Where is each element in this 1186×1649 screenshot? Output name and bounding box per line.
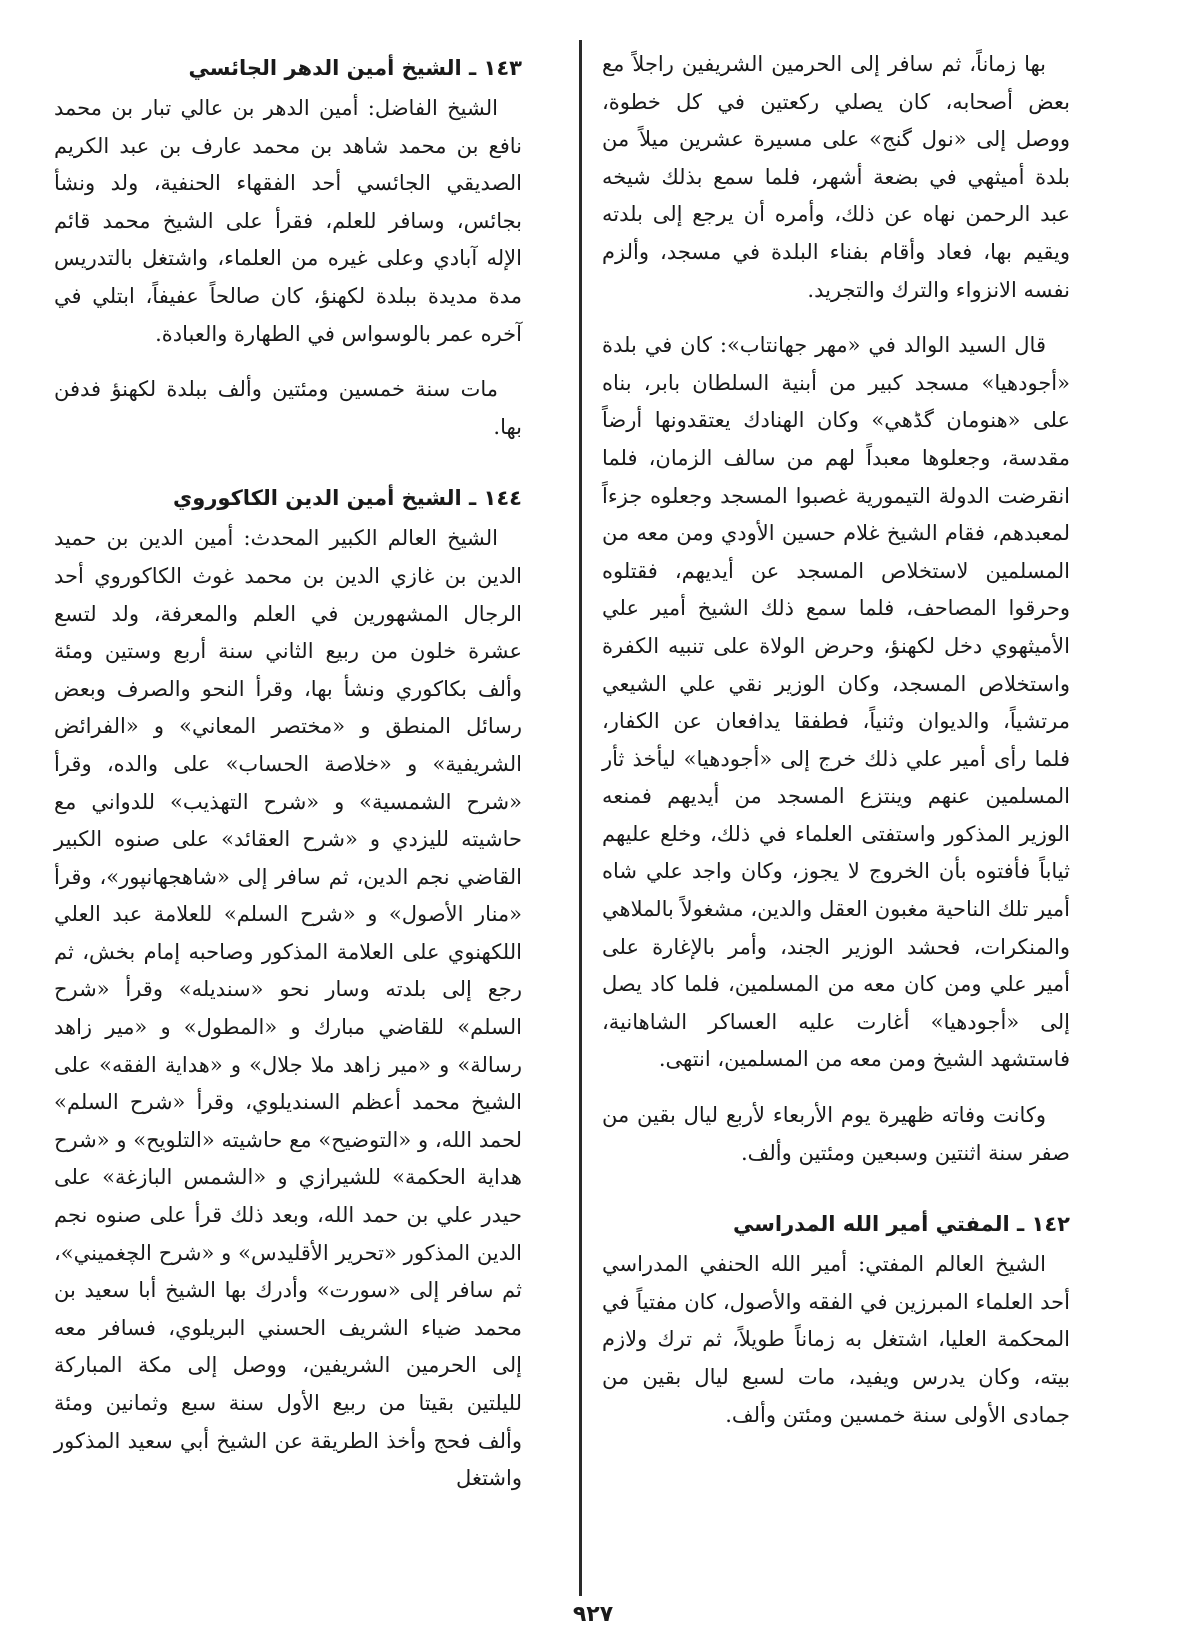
paragraph-amin-al-dahr: الشيخ الفاضل: أمين الدهر بن عالي تبار بن محمد نافع بن محمد شاهد بن محمد عارف بن عبد الكريم الصديقي الجائسي أحد الفقهاء الحنفية، ولد ونشأ بجائس، وسافر للعلم، فقرأ على الشيخ محمد قائم الإله آبادي وعلى غيره من العلماء، واشتغل بالتدريس مدة مديدة ببلدة لكهنؤ، كان صالحاً عفيفاً، ابتلي في آخره عمر بالوسواس في الطهارة والعبادة. (54, 96, 522, 346)
right-column (602, 46, 1070, 1434)
paragraph-amin-al-din: الشيخ العالم الكبير المحدث: أمين الدين بن حميد الدين بن غازي الدين بن محمد غوث الكاكوروي أحد الرجال المشهورين في العلم والمعرفة، ولد لتسع عشرة خلون من ربيع الثاني سنة أربع وستين ومئة وألف بكاكوري ونشأ بها، وقرأ النحو والصرف وبعض رسائل المنطق و «مختصر المعاني» و «الفرائض الشريفية» و «خلاصة الحساب» على والده، وقرأ «شرح الشمسية» و «شرح التهذيب» للدواني مع حاشيته لليزدي و «شرح العقائد» على صنوه الكبير القاضي نجم الدين، ثم سافر إلى «شاهجهانپور»، وقرأ «منار الأصول» و «شرح السلم» للعلامة عبد العلي اللكهنوي على العلامة المذكور وصاحبه إمام بخش، ثم رجع إلى بلدته وسار نحو «سنديله» وقرأ «شرح السلم» للقاضي مبارك و «المطول» و «مير زاهد رسالة» و «مير زاهد ملا جلال» و «هداية الفقه» على الشيخ محمد أعظم السنديلوي، وقرأ «شرح السلم» لحمد الله، و «التوضيح» مع حاشيته «التلويح» و «شرح هداية الحكمة» للشيرازي و «الشمس البازغة» على حيدر علي بن حمد الله، وبعد ذلك قرأ على صنوه نجم الدين المذكور «تحرير الأقليدس» و «شرح الچغميني»، ثم سافر إلى «سورت» وأدرك بها الشيخ أبا سعيد بن محمد ضياء الشريف الحسني البريلوي، فسافر معه إلى الحرمين الشريفين، ووصل إلى مكة المباركة لليلتين بقيتا من ربيع الأول سنة سبع وثمانين ومئة وألف فحج وأخذ الطريقة عن الشيخ أبي سعيد المذكور واشتغل (54, 526, 522, 1491)
left-column (54, 46, 522, 1498)
page-number: ٩٢٧ (572, 1602, 614, 1627)
paragraph-death-date: وكانت وفاته ظهيرة يوم الأربعاء لأربع ليال بقين من صفر سنة اثنتين وسبعين ومئتين وألف. (602, 1103, 1070, 1165)
entry-heading-144: ١٤٤ ـ الشيخ أمين الدين الكاكوروي (173, 486, 522, 511)
paragraph-amir-allah: الشيخ العالم المفتي: أمير الله الحنفي المدراسي أحد العلماء المبرزين في الفقه والأصول، كان مفتياً في المحكمة العليا، اشتغل به زماناً طويلاً، ثم ترك ولازم بيته، وكان يدرس ويفيد، مات لسبع ليال بقين من جمادى الأولى سنة خمسين ومئتن وألف. (602, 1252, 1070, 1427)
column-divider (579, 40, 582, 1596)
paragraph-amin-al-dahr-death: مات سنة خمسين ومئتين وألف ببلدة لكهنؤ فدفن بها. (54, 377, 522, 439)
paragraph-travel: بها زماناً، ثم سافر إلى الحرمين الشريفين راجلاً مع بعض أصحابه، كان يصلي ركعتين في كل خطوة، ووصل إلى «نول گنج» على مسيرة عشرين ميلاً من بلدة أميثهي في بضعة أشهر، فلما سمع بذلك شيخه عبد الرحمن نهاه عن ذلك، وأمره أن يرجع إلى بلدته ويقيم بها، فعاد وأقام بفناء البلدة في مسجد، وألزم نفسه الانزواء والترك والتجريد. (602, 52, 1070, 302)
paragraph-ajodhya-mosque: قال السيد الوالد في «مهر جهانتاب»: كان في بلدة «أجودهيا» مسجد كبير من أبنية السلطان بابر، بناه على «هنومان گڈهي» وكان الهنادك يعتقدونها أرضاً مقدسة، وجعلوها معبداً لهم من سالف الزمان، فلما انقرضت الدولة التيمورية غصبوا المسجد وجعلوه جزءاً لمعبدهم، فقام الشيخ غلام حسين الأودي ومن معه من المسلمين لاستخلاص المسجد عن أيديهم، فقتلوه وحرقوا المصاحف، فلما سمع ذلك الشيخ أمير علي الأميثهوي دخل لكهنؤ، وحرض الولاة على تنبيه الكفرة واستخلاص المسجد، وكان الوزير نقي علي الشيعي مرتشياً، والديوان وثنياً، فطفقا يدافعان عن الكفار، فلما رأى أمير علي ذلك خرج إلى «أجودهيا» ليأخذ ثأر المسلمين عنهم وينتزع المسجد من أيديهم فمنعه الوزير المذكور واستفتى العلماء في ذلك، وخلع عليهم ثياباً فأفتوه بأن الخروج لا يجوز، وكان واجد علي شاه أمير تلك الناحية مغبون العقل والدين، مشغولاً بالملاهي والمنكرات، فحشد الوزير الجند، وأمر بالإغارة على أمير علي ومن كان معه من المسلمين، فلما كاد يصل إلى «أجودهيا» أغارت عليه العساكر الشاهانية، فاستشهد الشيخ ومن معه من المسلمين، انتهى. (602, 333, 1070, 1072)
entry-heading-143: ١٤٣ ـ الشيخ أمين الدهر الجائسي (188, 56, 522, 80)
entry-heading-142: ١٤٢ ـ المفتي أمير الله المدراسي (733, 1212, 1070, 1237)
